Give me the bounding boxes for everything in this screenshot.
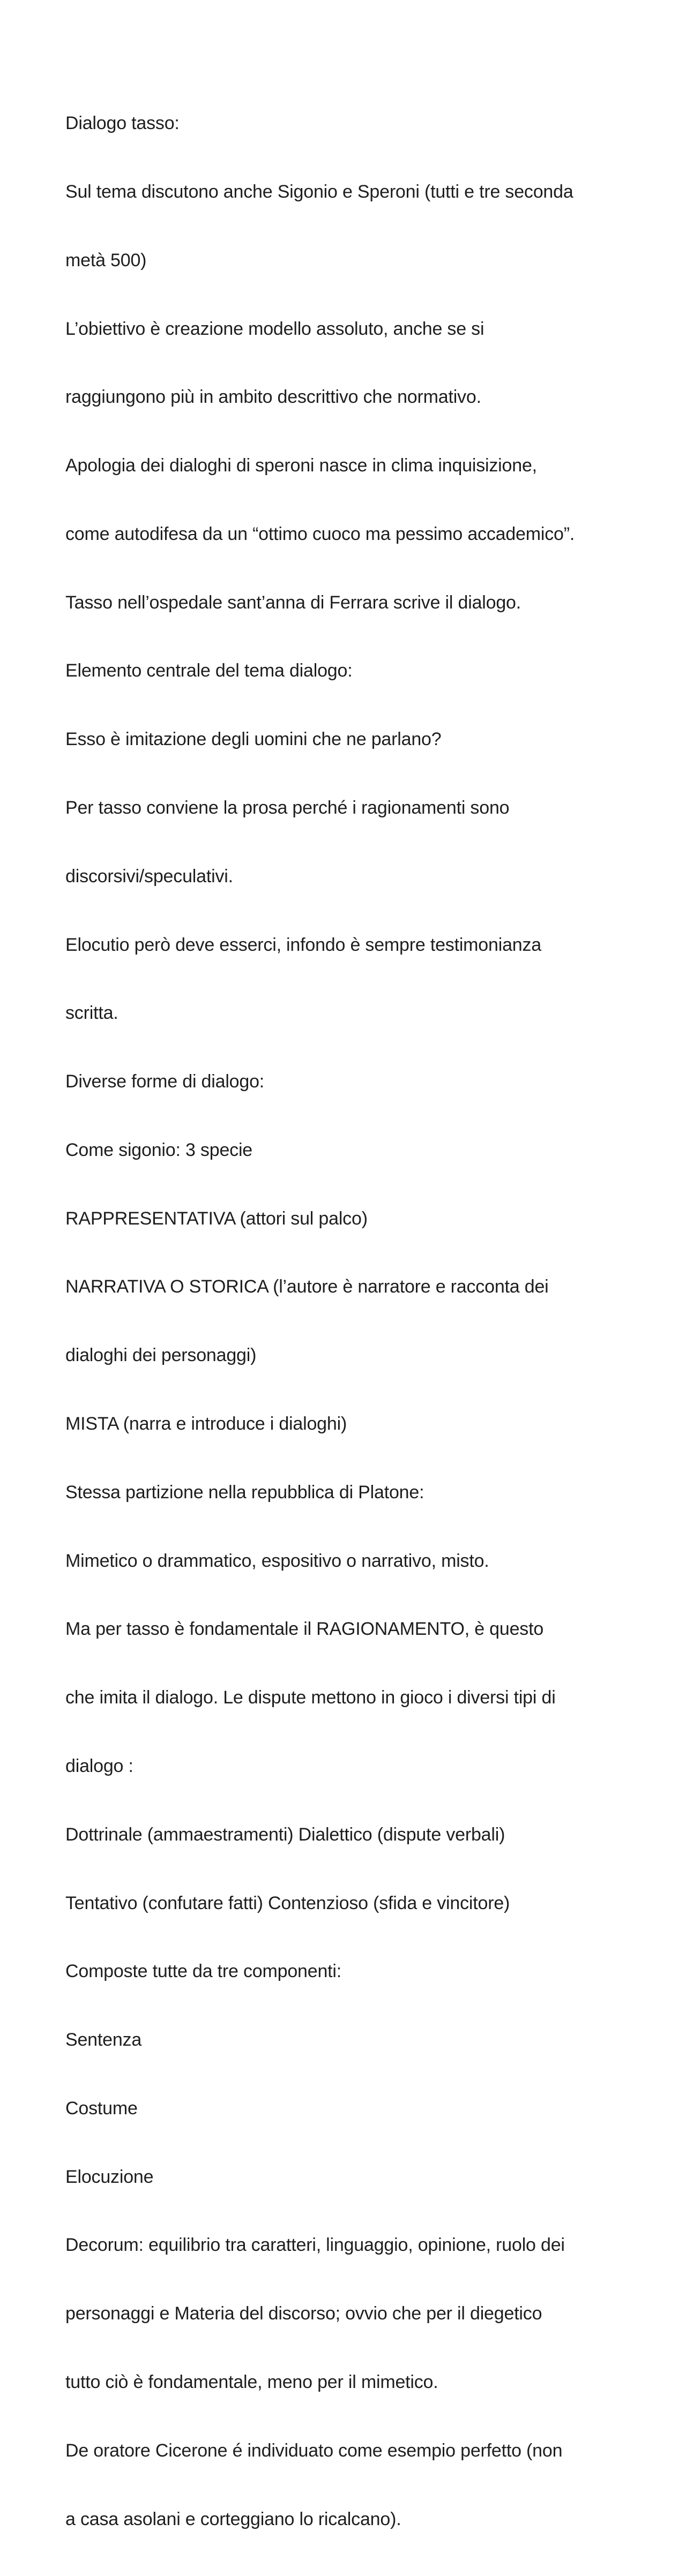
text-line: metà 500)	[65, 250, 147, 271]
text-line: discorsivi/speculativi.	[65, 866, 233, 887]
text-line: che imita il dialogo. Le dispute mettono in gioco i diversi tipi di	[65, 1687, 556, 1708]
text-line: NARRATIVA O STORICA (l’autore è narratore e racconta dei	[65, 1276, 549, 1297]
text-line: Per tasso conviene la prosa perché i ragionamenti sono	[65, 798, 510, 818]
text-line: Elocuzione	[65, 2166, 154, 2187]
text-line: Mimetico o drammatico, espositivo o narrativo, misto.	[65, 1550, 489, 1571]
text-line: Esso è imitazione degli uomini che ne parlano?	[65, 729, 442, 750]
text-line: MISTA (narra e introduce i dialoghi)	[65, 1414, 347, 1435]
document-text	[65, 66, 633, 2576]
text-line: a casa asolani e corteggiano lo ricalcano).	[65, 2509, 401, 2529]
text-line: RAPPRESENTATIVA (attori sul palco)	[65, 1208, 368, 1229]
text-line: Dialogo tasso:	[65, 113, 180, 134]
text-line: Dottrinale (ammaestramenti) Dialettico (dispute verbali)	[65, 1824, 505, 1845]
text-line: Apologia dei dialoghi di speroni nasce in clima inquisizione,	[65, 455, 537, 476]
text-line: scritta.	[65, 1003, 118, 1024]
text-line: dialoghi dei personaggi)	[65, 1345, 257, 1366]
text-line: Come sigonio: 3 specie	[65, 1139, 253, 1160]
text-line: Sul tema discutono anche Sigonio e Speroni (tutti e tre seconda	[65, 181, 573, 202]
text-line: Elemento centrale del tema dialogo:	[65, 660, 353, 681]
text-line: Tasso nell’ospedale sant’anna di Ferrara scrive il dialogo.	[65, 592, 521, 613]
text-line: Decorum: equilibrio tra caratteri, linguaggio, opinione, ruolo dei	[65, 2235, 565, 2256]
text-line: personaggi e Materia del discorso; ovvio che per il diegetico	[65, 2303, 542, 2324]
text-line: Ma per tasso è fondamentale il RAGIONAMENTO, è questo	[65, 1619, 544, 1640]
text-line: Composte tutte da tre componenti:	[65, 1961, 342, 1982]
text-line: L’obiettivo è creazione modello assoluto, anche se si	[65, 318, 484, 339]
text-line: Stessa partizione nella repubblica di Platone:	[65, 1482, 424, 1503]
text-line: Diverse forme di dialogo:	[65, 1071, 265, 1092]
text-line: come autodifesa da un “ottimo cuoco ma pessimo accademico”.	[65, 523, 575, 544]
text-line: dialogo :	[65, 1755, 133, 1776]
text-line: Sentenza	[65, 2030, 142, 2051]
text-line: De oratore Cicerone é individuato come esempio perfetto (non	[65, 2440, 563, 2461]
text-line: raggiungono più in ambito descrittivo che normativo.	[65, 387, 481, 408]
text-line: Elocutio però deve esserci, infondo è sempre testimonianza	[65, 934, 542, 955]
text-line: tutto ciò è fondamentale, meno per il mimetico.	[65, 2371, 438, 2392]
text-line: Costume	[65, 2098, 138, 2119]
text-line: Tentativo (confutare fatti) Contenzioso (sfida e vincitore)	[65, 1892, 510, 1913]
